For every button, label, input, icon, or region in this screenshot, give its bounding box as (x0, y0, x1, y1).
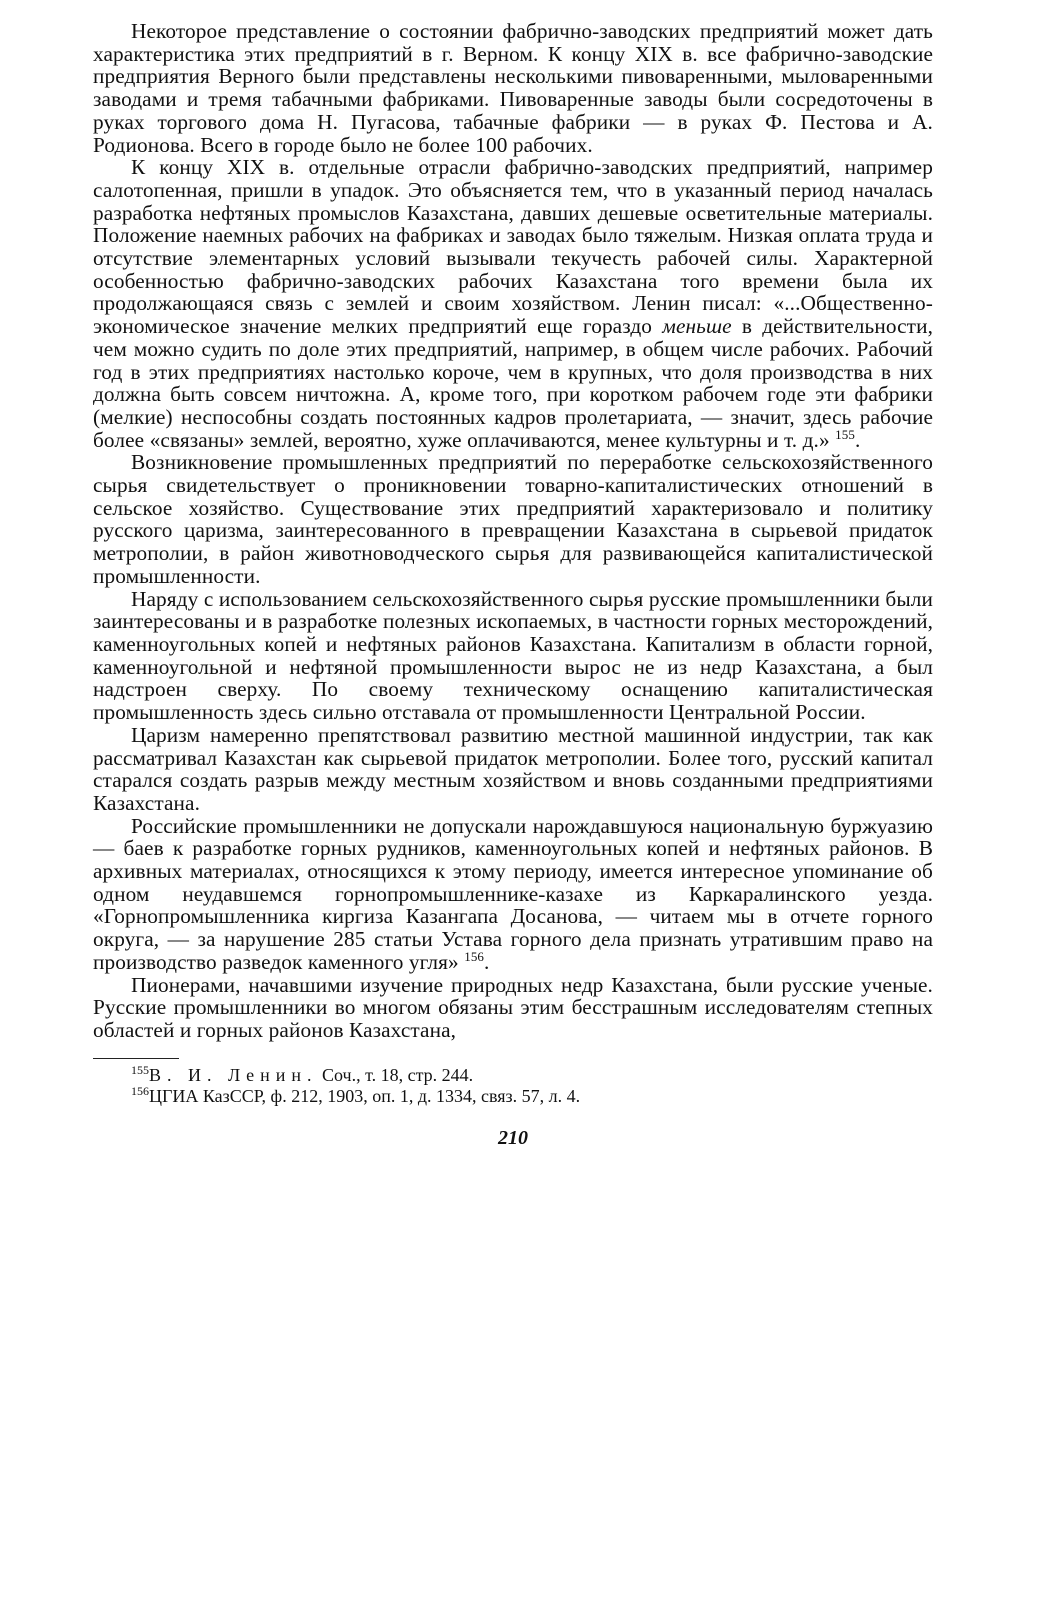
footnote-mark: 155 (131, 1062, 149, 1077)
footnote-mark: 156 (131, 1083, 149, 1098)
paragraph-6 (93, 815, 933, 974)
paragraph-2-text-cont: в действительности, чем можно судить по доле этих предприятий, например, в общем числе рабочих. Рабочий год в этих предприятиях настолько короче, чем в крупных, что доля производства в них должна быть совсем ничтожна. А, кроме того, при коротком рабочем годе эти фабрики (мелкие) неспособны создать постоянных кадров пролетариата, — значит, здесь рабочие более «связаны» землей, вероятно, хуже оплачиваются, менее культурны и т. д.» (93, 314, 933, 452)
paragraph-6-text: Российские промышленники не допускали нарождавшуюся национальную буржуазию — баев к разработке горных рудников, каменноугольных копей и нефтяных районов. В архивных материалах, относящихся к этому периоду, имеется интересное упоминание об одном неудавшемся горнопромышленнике-казахе из Каркаралинского уезда. «Горнопромышленника киргиза Казангапа Досанова, — читаем мы в отчете горного округа, — за нарушение 285 статьи Устава горного дела признать утратившим право на производство разведок каменного угля» (93, 813, 933, 974)
page-number: 210 (498, 1126, 528, 1149)
footnote-ref-156[interactable]: 156 (464, 948, 485, 964)
main-text (93, 20, 933, 1042)
footnotes (93, 1062, 933, 1107)
footnote-155 (93, 1062, 933, 1086)
paragraph-2-end: . (854, 427, 861, 452)
page-body (93, 20, 933, 1150)
footnote-author: В. И. Ленин. (149, 1064, 318, 1085)
paragraph-2 (93, 156, 933, 451)
footnote-divider (93, 1058, 179, 1059)
emphasis-word: меньше (662, 314, 732, 339)
paragraph-3: Возникновение промышленных предприятий по переработке сельскохозяйственного сырья свидетельствует о проникновении товарно-капиталистических отношений в сельское хозяйство. Существование этих предприятий характеризовало и политику русского царизма, заинтересованного в превращении Казахстана в сырьевой придаток метрополии, в район животноводческого сырья для развивающейся капиталистической промышленности. (93, 450, 933, 588)
paragraph-2-text: К концу XIX в. отдельные отрасли фабрично-заводских предприятий, например салотопенная, пришли в упадок. Это объясняется тем, что в указанный период началась разработка нефтяных промыслов Казахстана, давших дешевые осветительные материалы. Положение наемных рабочих на фабриках и заводах было тяжелым. Низкая оплата труда и отсутствие элементарных условий вызывали текучесть рабочей силы. Характерной особенностью фабрично-заводских рабочих Казахстана того времени была их продолжающаяся связь с землей и своим хозяйством. Ленин писал: «...Общественно-экономическое значение мелких предприятий еще гораздо (93, 155, 933, 339)
paragraph-4: Наряду с использованием сельскохозяйственного сырья русские промышленники были заинтересованы и в разработке полезных ископаемых, в частности горных месторождений, каменноугольных копей и нефтяных районов Казахстана. Капитализм в области горной, каменноугольной и нефтяной промышленности вырос не из недр Казахстана, а был надстроен сверху. По своему техническому оснащению капиталистическая промышленность здесь сильно отставала от промышленности Центральной России. (93, 586, 933, 725)
footnote-text: Соч., т. 18, стр. 244. (317, 1064, 474, 1085)
paragraph-5: Царизм намеренно препятствовал развитию местной машинной индустрии, так как рассматривал Казахстан как сырьевой придаток метрополии. Более того, русский капитал старался создать разрыв между местным хозяйством и вновь созданными предприятиями Казахстана. (93, 722, 933, 815)
paragraph-7: Пионерами, начавшими изучение природных недр Казахстана, были русские ученые. Русские промышленники во многом обязаны этим бесстрашным исследователям степных областей и горных районов Казахстана, (93, 972, 933, 1042)
paragraph-6-end: . (484, 949, 490, 974)
footnote-156 (93, 1083, 933, 1107)
paragraph-1: Некоторое представление о состоянии фабрично-заводских предприятий может дать характеристика этих предприятий в г. Верном. К концу XIX в. все фабрично-заводские предприятия Верного были представлены несколькими пивоваренными, мыловаренными заводами и тремя табачными фабриками. Пивоваренные заводы были сосредоточены в руках торгового дома Н. Пугасова, табачные фабрики — в руках Ф. Пестова и А. Родионова. Всего в городе было не более 100 рабочих. (93, 19, 933, 157)
footnote-text: ЦГИА КазССР, ф. 212, 1903, оп. 1, д. 1334, связ. 57, л. 4. (149, 1085, 581, 1106)
footnote-ref-155[interactable]: 155 (835, 426, 855, 442)
